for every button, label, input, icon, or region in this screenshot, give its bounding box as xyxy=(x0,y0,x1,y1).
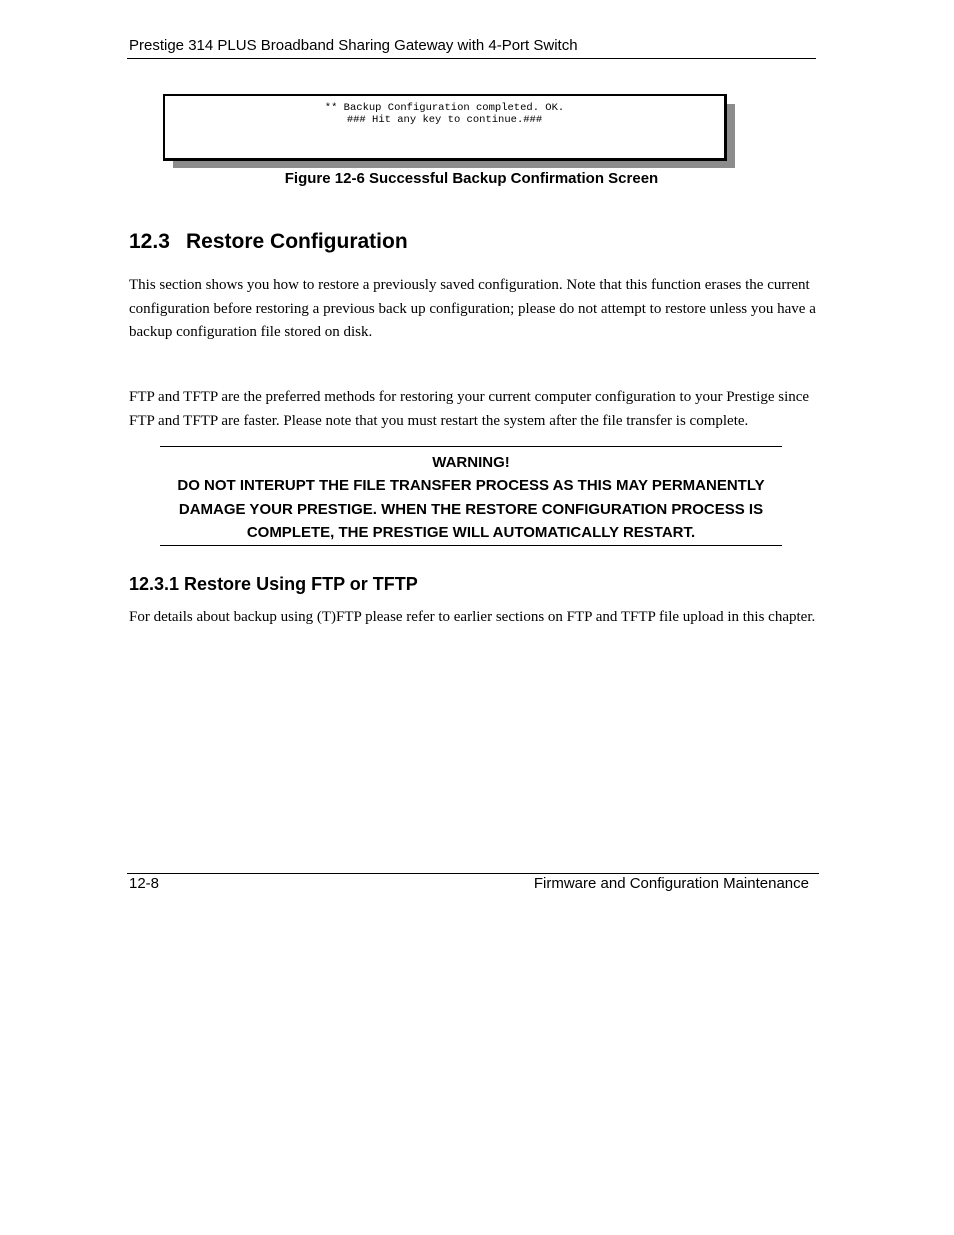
figure-caption: Figure 12-6 Successful Backup Confirmation Screen xyxy=(284,170,659,187)
warning-line: DO NOT INTERUPT THE FILE TRANSFER PROCESS AS THIS MAY PERMANENTLY xyxy=(177,477,765,495)
warning-box xyxy=(160,451,782,544)
body-paragraph: This section shows you how to restore a previously saved configuration. Note that this function erases the current configuration before restoring a previous back up configuration; please do not attempt to restore unless you have a backup configuration file stored on disk. xyxy=(129,277,816,340)
section-number: 12.3 xyxy=(129,230,170,253)
section-title: Restore Configuration xyxy=(186,230,408,253)
body-paragraph: FTP and TFTP are the preferred methods for restoring your current computer configuration to your Prestige since FTP and TFTP are faster. Please note that you must restart the system after the file transfer is complete. xyxy=(129,389,810,429)
warning-top-rule xyxy=(160,446,782,447)
running-header: Prestige 314 PLUS Broadband Sharing Gateway with 4-Port Switch xyxy=(129,37,578,54)
header-divider xyxy=(127,58,816,59)
console-screen-figure xyxy=(163,94,727,161)
chapter-title: Firmware and Configuration Maintenance xyxy=(533,875,809,892)
warning-heading: WARNING! xyxy=(432,454,510,471)
console-line: ** Backup Configuration completed. OK. xyxy=(324,102,565,114)
body-paragraph: For details about backup using (T)FTP please refer to earlier sections on FTP and TFTP file upload in this chapter. xyxy=(129,609,816,625)
warning-bottom-rule xyxy=(160,545,782,546)
section-heading xyxy=(129,229,408,255)
page-number: 12-8 xyxy=(129,875,160,892)
footer-divider xyxy=(127,873,819,874)
subsection-heading: 12.3.1 Restore Using FTP or TFTP xyxy=(129,574,418,594)
console-line: ### Hit any key to continue.### xyxy=(346,114,543,126)
warning-line: DAMAGE YOUR PRESTIGE. WHEN THE RESTORE CONFIGURATION PROCESS IS xyxy=(178,500,764,518)
warning-line: COMPLETE, THE PRESTIGE WILL AUTOMATICALLY RESTART. xyxy=(246,523,696,541)
